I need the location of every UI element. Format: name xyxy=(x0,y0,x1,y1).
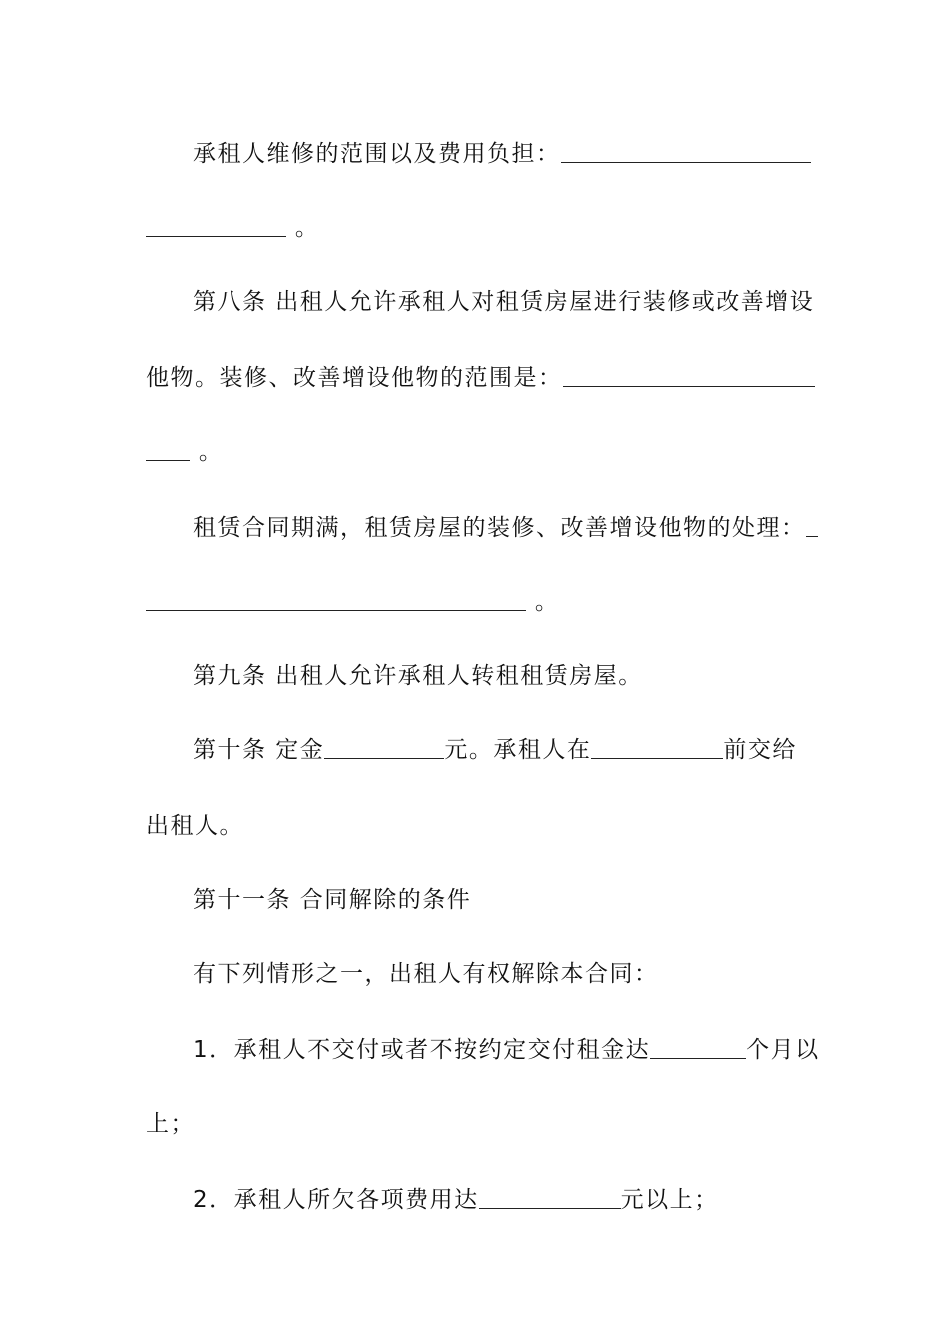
item-1-part1: 1．承租人不交付或者不按约定交付租金达 xyxy=(193,1037,651,1063)
article-11 xyxy=(193,884,471,916)
article-10-cont: 出租人。 xyxy=(146,813,244,839)
deposit-amount-blank xyxy=(324,736,444,759)
article-9-text: 第九条 出租人允许承租人转租租赁房屋。 xyxy=(193,663,643,689)
rent-months-blank xyxy=(650,1036,746,1059)
fees-amount-blank xyxy=(479,1186,621,1209)
article-8-cont: 他物。装修、改善增设他物的范围是： xyxy=(146,365,563,391)
article-8-line1 xyxy=(193,286,814,318)
lease-expiry-blank-cont xyxy=(146,588,526,611)
deposit-date-blank xyxy=(591,736,723,759)
repair-scope-blank-cont xyxy=(146,214,286,237)
article-8-blank xyxy=(563,364,815,387)
termination-item-2 xyxy=(193,1184,719,1216)
repair-scope-blank xyxy=(561,140,811,163)
lease-expiry-line2 xyxy=(146,586,559,618)
lease-expiry-line1 xyxy=(193,512,818,544)
paragraph-repair-scope-cont xyxy=(146,212,319,244)
article-9 xyxy=(193,660,643,692)
lease-expiry-text: 租赁合同期满，租赁房屋的装修、改善增设他物的处理： xyxy=(193,515,806,541)
article-10-line2 xyxy=(146,810,244,842)
termination-item-1-line2 xyxy=(146,1108,195,1140)
item-2-part2: 元以上； xyxy=(620,1187,719,1213)
termination-intro-text: 有下列情形之一，出租人有权解除本合同： xyxy=(193,961,659,987)
article-8-blank-cont xyxy=(146,438,190,461)
lease-expiry-end: 。 xyxy=(534,589,560,615)
repair-scope-text: 承租人维修的范围以及费用负担： xyxy=(193,141,561,167)
article-10-part3: 前交给 xyxy=(723,737,797,763)
article-8-end: 。 xyxy=(198,439,224,465)
repair-scope-end: 。 xyxy=(294,215,320,241)
item-2-part1: 2．承租人所欠各项费用达 xyxy=(193,1187,479,1213)
paragraph-repair-scope xyxy=(193,138,811,170)
termination-intro xyxy=(193,958,659,990)
item-1-cont: 上； xyxy=(146,1111,195,1137)
article-10-part2: 元。承租人在 xyxy=(444,737,592,763)
lease-expiry-blank xyxy=(806,514,818,537)
termination-item-1-line1 xyxy=(193,1034,820,1066)
article-10-part1: 第十条 定金 xyxy=(193,737,325,763)
item-1-part2: 个月以 xyxy=(746,1037,820,1063)
article-10-line1 xyxy=(193,734,797,766)
article-8-line3 xyxy=(146,436,223,468)
article-8-line2 xyxy=(146,362,815,394)
article-11-text: 第十一条 合同解除的条件 xyxy=(193,887,472,913)
article-8-text: 第八条 出租人允许承租人对租赁房屋进行装修或改善增设 xyxy=(193,289,815,315)
